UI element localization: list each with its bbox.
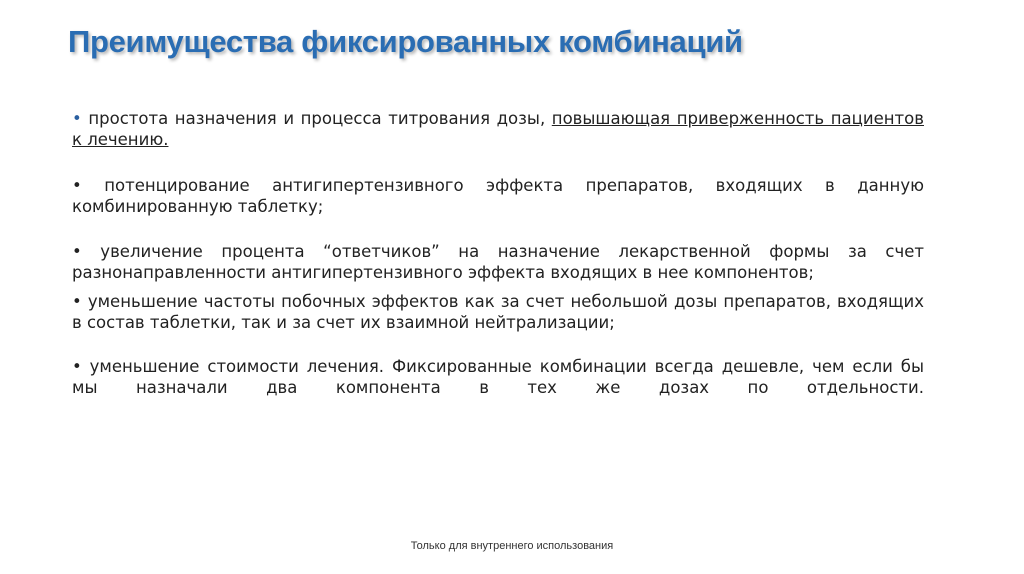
bullet-item-3 [72, 241, 924, 283]
bullet-icon: • [72, 176, 82, 195]
slide-title: Преимущества фиксированных комбинаций [68, 24, 743, 59]
item-text: увеличение процента “ответчиков” на назначение лекарственной формы за счет разнонаправленности антигипертензивного эффекта входящих в нее компонентов; [72, 242, 924, 282]
footer-note: Только для внутреннего использования [410, 540, 614, 552]
bullet-item-2 [72, 175, 924, 217]
item-underlined-text: повышающая приверженность пациентов к лечению. [72, 109, 924, 149]
bullet-item-1 [72, 108, 924, 150]
bullet-icon: • [72, 292, 82, 311]
bullet-item-4 [72, 291, 924, 333]
bullet-icon: • [72, 109, 82, 128]
item-text: простота назначения и процесса титрования дозы, [81, 109, 552, 128]
item-text: потенцирование антигипертензивного эффекта препаратов, входящих в данную комбинированную таблетку; [72, 176, 924, 216]
bullet-icon: • [72, 242, 82, 261]
bullet-icon: • [72, 357, 82, 376]
item-text: уменьшение частоты побочных эффектов как за счет небольшой дозы препаратов, входящих в состав таблетки, так и за счет их взаимной нейтрализации; [72, 292, 924, 332]
item-text: уменьшение стоимости лечения. Фиксированные комбинации всегда дешевле, чем если бы мы назначали два компонента в тех же дозах по отдельности. [72, 357, 924, 397]
bullet-item-5 [72, 356, 924, 398]
